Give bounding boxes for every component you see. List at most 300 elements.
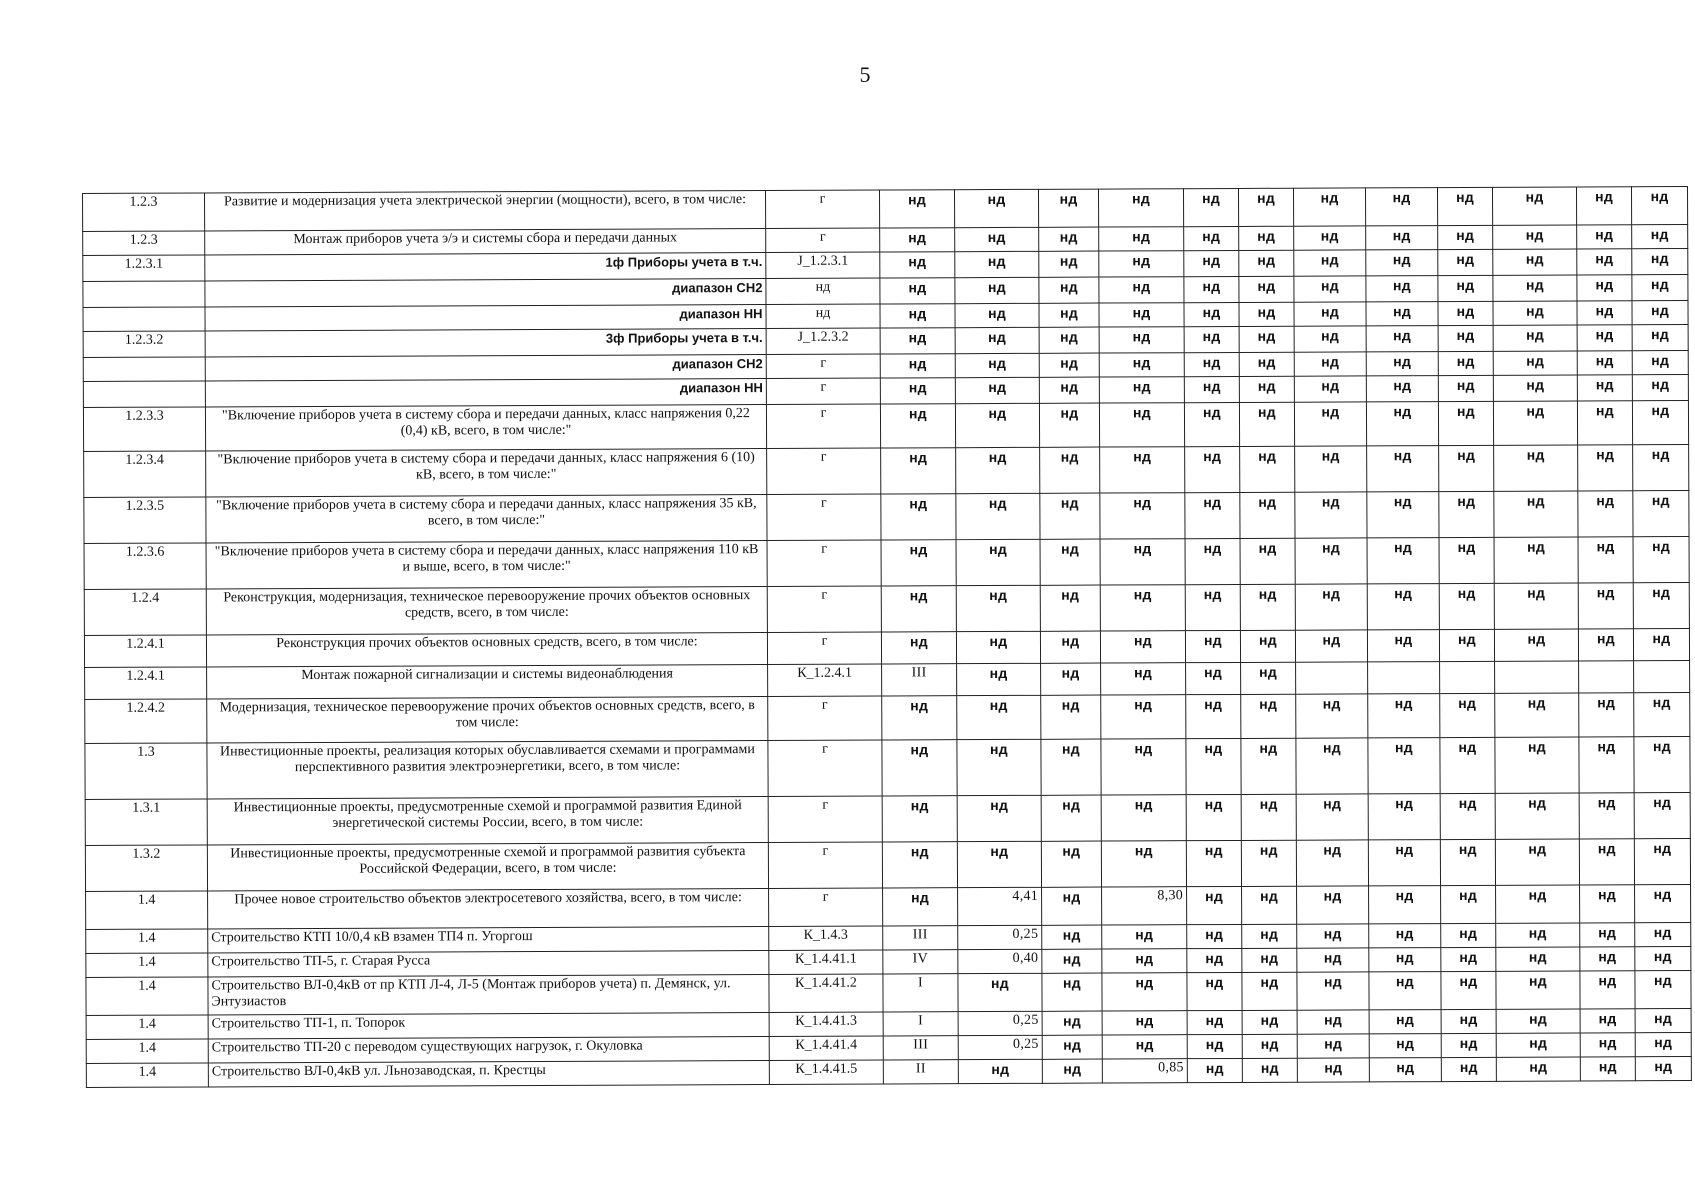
table-row [84,582,1689,635]
value-cell: нд [1438,401,1493,445]
value-cell: нд [1632,350,1688,374]
value-cell: нд [881,632,956,664]
row-code: г [768,796,882,842]
value-cell: нд [955,303,1039,327]
row-name: диапазон НН [205,379,766,407]
value-cell: нд [1100,447,1185,493]
value-cell: нд [1496,923,1580,947]
value-cell: нд [956,631,1040,663]
value-cell: нд [956,539,1040,585]
row-code: г [768,842,882,888]
row-name: "Включение приборов учета в систему сбора и передачи данных, класс напряжения 35 кВ, всего, в том числе:" [206,495,767,543]
value-cell: нд [1635,946,1691,970]
value-cell: нд [958,973,1042,1011]
row-name: Модернизация, техническое перевооружение прочих объектов основных средств, всего, в том числе: [207,697,768,743]
row-code: г [766,228,880,252]
value-cell: нд [1577,351,1632,375]
value-cell: нд [1184,276,1239,302]
row-number: 1.2.3.1 [83,255,205,282]
value-cell: нд [1239,376,1294,402]
value-cell: нд [1099,403,1184,447]
value-cell: нд [1369,948,1441,972]
value-cell: нд [1438,225,1493,249]
value-cell: нд [1634,792,1690,838]
value-cell: нд [1099,277,1184,303]
value-cell: нд [1294,352,1366,376]
value-cell: нд [1297,972,1369,1010]
table-row [85,792,1690,845]
value-cell: нд [1039,227,1099,251]
value-cell: нд [1294,326,1366,352]
row-code: К_1.4.41.3 [769,1012,883,1036]
value-cell: нд [958,1059,1042,1083]
value-cell: нд [1633,444,1689,490]
row-name: Строительство ТП-5, г. Старая Русса [208,951,769,977]
investment-table [82,186,1692,1088]
value-cell: нд [1437,187,1492,225]
value-cell: нд [1241,662,1296,694]
value-cell: нд [1438,249,1493,275]
value-cell: нд [1041,795,1101,841]
value-cell: нд [1366,302,1438,326]
value-cell: нд [880,328,955,354]
value-cell: нд [1496,885,1580,923]
value-cell: нд [1294,276,1366,302]
value-cell: нд [1578,629,1633,661]
table-body [83,186,1692,1087]
value-cell: нд [1186,840,1241,886]
value-cell: нд [1295,538,1367,584]
value-cell: нд [1100,631,1185,663]
value-cell: III [882,664,957,696]
value-cell: нд [1493,275,1577,301]
value-cell: нд [1578,491,1633,537]
value-cell: нд [1495,693,1579,737]
value-cell: нд [1184,250,1239,276]
value-cell: нд [956,493,1040,539]
value-cell: нд [1633,628,1689,660]
value-cell: нд [1297,948,1369,972]
row-code: г [768,696,882,740]
value-cell: нд [1241,738,1296,794]
value-cell: нд [1040,585,1100,631]
value-cell: 0,25 [958,925,1042,949]
value-cell: нд [882,796,957,842]
value-cell: 0,85 [1102,1059,1187,1083]
row-code: г [767,540,881,586]
value-cell: нд [1186,694,1241,738]
value-cell: нд [1632,274,1688,300]
value-cell: нд [1493,249,1577,275]
value-cell: IV [883,950,958,974]
page-number: 5 [859,62,871,87]
value-cell: нд [1042,949,1102,973]
value-cell: нд [1439,629,1494,661]
value-cell: нд [1102,1011,1187,1035]
row-name: Монтаж приборов учета э/э и системы сбора и передачи данных [205,229,766,255]
row-code: г [767,586,881,632]
row-number [83,357,205,382]
value-cell: нд [1366,276,1438,302]
value-cell: нд [882,842,957,888]
value-cell: нд [1492,187,1576,225]
row-code: нд [766,304,880,328]
row-number: 1.2.3.2 [83,331,205,358]
value-cell: нд [1101,795,1186,841]
row-name: 3ф Приборы учета в т.ч. [205,329,766,357]
value-cell: 0,40 [958,949,1042,973]
row-name: Строительство ТП-1, п. Топорок [208,1013,769,1039]
value-cell: нд [1293,188,1365,226]
value-cell: I [883,1012,958,1036]
value-cell: нд [1239,352,1294,376]
value-cell: нд [1496,971,1580,1009]
value-cell: нд [1187,1010,1242,1034]
value-cell: нд [1185,584,1240,630]
value-cell: нд [1438,275,1493,301]
row-code: К_1.4.41.4 [769,1036,883,1060]
value-cell: нд [1099,353,1184,377]
row-code: г [766,354,880,378]
row-code: г [768,740,882,796]
value-cell: нд [1040,539,1100,585]
table-row [85,692,1690,743]
value-cell: нд [1241,794,1296,840]
value-cell: нд [1296,694,1368,738]
value-cell: нд [1038,189,1098,227]
row-number: 1.2.4.1 [84,635,206,668]
value-cell: нд [1631,186,1687,224]
value-cell: нд [1494,537,1578,583]
value-cell: нд [1366,402,1438,446]
value-cell: нд [955,377,1039,403]
table-row [84,444,1689,497]
value-cell: нд [1042,973,1102,1011]
value-cell: нд [957,663,1041,695]
value-cell: нд [956,447,1040,493]
row-code: К_1.4.41.5 [769,1060,883,1084]
row-number [83,307,205,332]
value-cell: нд [1099,303,1184,327]
value-cell: нд [882,696,957,740]
row-name: 1ф Приборы учета в т.ч. [205,253,766,281]
value-cell: нд [1440,839,1495,885]
value-cell: нд [1439,537,1494,583]
value-cell: нд [1635,970,1691,1008]
value-cell: нд [1186,794,1241,840]
value-cell: нд [1039,353,1099,377]
value-cell: нд [1242,1034,1297,1058]
value-cell: нд [1102,949,1187,973]
value-cell: нд [1635,884,1691,922]
row-name: Прочее новое строительство объектов электросетевого хозяйства, всего, в том числе: [208,889,769,929]
value-cell: нд [1579,737,1634,793]
value-cell: нд [1101,663,1186,695]
value-cell: нд [1632,400,1688,444]
value-cell: нд [1040,631,1100,663]
value-cell: нд [1369,924,1441,948]
value-cell: нд [1578,583,1633,629]
value-cell: нд [1577,301,1632,325]
value-cell: нд [1039,303,1099,327]
value-cell: нд [1100,539,1185,585]
value-cell: нд [1367,446,1439,492]
value-cell: нд [1634,736,1690,792]
row-name: Монтаж пожарной сигнализации и системы видеонаблюдения [207,665,768,699]
value-cell: нд [1184,376,1239,402]
value-cell: нд [1184,326,1239,352]
value-cell: нд [1580,1009,1635,1033]
row-number: 1.2.3 [83,231,205,256]
value-cell: нд [1633,490,1689,536]
value-cell: нд [1242,948,1297,972]
value-cell: нд [1042,887,1102,925]
value-cell: нд [1632,300,1688,324]
value-cell: нд [1297,886,1369,924]
value-cell: нд [1365,188,1437,226]
value-cell: нд [1294,402,1366,446]
value-cell: нд [1366,250,1438,276]
value-cell: нд [1635,1032,1691,1056]
value-cell: нд [1295,446,1367,492]
row-number: 1.4 [86,891,208,930]
row-code: г [767,632,881,664]
value-cell: нд [880,354,955,378]
table-row [85,736,1690,799]
value-cell: нд [1441,1009,1496,1033]
row-code: г [766,378,880,404]
value-cell: нд [1438,351,1493,375]
value-cell: нд [1294,226,1366,250]
row-name: Реконструкция прочих объектов основных средств, всего, в том числе: [206,633,767,667]
value-cell: нд [1579,793,1634,839]
value-cell: нд [1241,694,1296,738]
row-code: К_1.4.41.2 [769,974,883,1012]
value-cell: нд [957,795,1041,841]
row-number: 1.4 [86,1015,208,1040]
value-cell: нд [1366,376,1438,402]
row-name: Строительство ТП-20 с переводом существующих нагрузок, г. Окуловка [208,1037,769,1063]
value-cell: нд [1577,325,1632,351]
value-cell: нд [1635,1056,1691,1080]
row-code: г [766,404,880,448]
value-cell: нд [1240,584,1295,630]
value-cell: нд [1438,375,1493,401]
value-cell: II [883,1060,958,1084]
row-code: нд [766,278,880,304]
value-cell: нд [1580,947,1635,971]
value-cell: нд [1577,275,1632,301]
row-number: 1.3 [85,743,207,800]
value-cell: нд [1296,794,1368,840]
value-cell [1368,662,1440,694]
value-cell: нд [1295,492,1367,538]
value-cell [1634,660,1690,692]
value-cell: нд [957,841,1041,887]
value-cell: нд [1578,445,1633,491]
value-cell: нд [1294,250,1366,276]
value-cell: нд [1242,1010,1297,1034]
table-row [84,490,1689,543]
value-cell: нд [1633,582,1689,628]
value-cell: нд [1296,840,1368,886]
value-cell: нд [1580,971,1635,1009]
value-cell: нд [1294,302,1366,326]
value-cell: нд [1098,189,1183,227]
value-cell: нд [1039,327,1099,353]
value-cell: нд [1239,226,1294,250]
value-cell: нд [1577,401,1632,445]
value-cell: нд [1368,794,1440,840]
value-cell: нд [1297,1058,1369,1082]
row-number: 1.2.4.1 [85,667,207,700]
value-cell: нд [1184,226,1239,250]
value-cell: нд [1042,1035,1102,1059]
value-cell: нд [1368,738,1440,794]
value-cell: нд [1369,1058,1441,1082]
row-number: 1.4 [86,1039,208,1064]
value-cell: нд [1635,922,1691,946]
value-cell: нд [1102,973,1187,1011]
value-cell: нд [1493,301,1577,325]
value-cell: нд [1187,924,1242,948]
value-cell: нд [1239,302,1294,326]
value-cell: нд [1039,403,1099,447]
value-cell: нд [957,695,1041,739]
value-cell: нд [1440,737,1495,793]
row-name: диапазон НН [205,305,766,331]
value-cell: нд [1238,188,1293,226]
value-cell: нд [1367,584,1439,630]
value-cell: нд [1099,227,1184,251]
value-cell: нд [1441,1033,1496,1057]
value-cell: нд [1240,538,1295,584]
table-row [84,536,1689,589]
value-cell: нд [1297,924,1369,948]
value-cell: нд [1040,447,1100,493]
value-cell: нд [1633,536,1689,582]
row-number: 1.4 [86,977,208,1016]
value-cell: III [883,926,958,950]
value-cell: нд [1241,840,1296,886]
value-cell: нд [1297,1034,1369,1058]
value-cell: нд [1369,1034,1441,1058]
value-cell: нд [1039,251,1099,277]
value-cell: нд [1367,492,1439,538]
row-name: Строительство КТП 10/0,4 кВ взамен ТП4 п. Угоргош [208,927,769,953]
table-row [85,838,1690,891]
value-cell: I [883,974,958,1012]
value-cell: нд [1295,630,1367,662]
value-cell: 4,41 [958,887,1042,925]
value-cell: 8,30 [1102,887,1187,925]
row-name: Строительство ВЛ-0,4кВ от пр КТП Л-4, Л-5 (Монтаж приборов учета) п. Демянск, ул. Энтузиастов [208,975,769,1015]
row-code: г [767,448,881,494]
value-cell: нд [1042,1059,1102,1083]
value-cell: нд [1366,326,1438,352]
value-cell: нд [1296,738,1368,794]
value-cell: нд [1240,446,1295,492]
value-cell: 0,25 [958,1011,1042,1035]
row-name: диапазон СН2 [205,279,766,307]
value-cell: нд [1040,493,1100,539]
value-cell: нд [1101,841,1186,887]
row-name: Инвестиционные проекты, предусмотренные схемой и программой развития Единой энергетической системы России, всего, в том числе: [207,797,768,845]
value-cell: нд [1580,885,1635,923]
value-cell: нд [1634,838,1690,884]
value-cell: нд [1369,972,1441,1010]
row-name: "Включение приборов учета в систему сбора и передачи данных, класс напряжения 110 кВ и выше, всего, в том числе:" [206,541,767,589]
row-number: 1.4 [86,929,208,954]
value-cell: нд [1496,1033,1580,1057]
row-name: "Включение приборов учета в систему сбора и передачи данных, класс напряжения 6 (10) кВ, всего, в том числе:" [206,449,767,497]
value-cell [1495,661,1579,693]
value-cell: нд [1439,445,1494,491]
value-cell: нд [1242,886,1297,924]
value-cell: нд [955,277,1039,303]
row-code: К_1.2.4.1 [768,664,882,696]
value-cell: нд [955,353,1039,377]
value-cell: нд [1039,377,1099,403]
value-cell: нд [1632,324,1688,350]
value-cell: нд [1366,352,1438,376]
row-number: 1.2.3.4 [84,451,206,498]
value-cell: нд [1100,493,1185,539]
value-cell: нд [1493,325,1577,351]
value-cell: нд [1242,972,1297,1010]
value-cell: нд [1239,250,1294,276]
value-cell: нд [1493,351,1577,375]
row-name: диапазон СН2 [205,355,766,381]
value-cell: нд [1240,630,1295,662]
value-cell: нд [1493,401,1577,445]
row-number: 1.2.3.6 [84,543,206,590]
value-cell: нд [1580,1033,1635,1057]
row-name: Инвестиционные проекты, реализация которых обуславливается схемами и программами перспективного развития электроэнергетики, всего, в том числе: [207,741,768,799]
value-cell: нд [1367,538,1439,584]
value-cell: нд [1496,1009,1580,1033]
row-number: 1.2.4.2 [85,699,207,744]
value-cell: 0,25 [958,1035,1042,1059]
value-cell: нд [1368,694,1440,738]
row-number: 1.2.3 [83,193,205,232]
value-cell: нд [955,251,1039,277]
row-number [83,381,205,408]
value-cell: нд [957,739,1041,795]
value-cell [1440,661,1495,693]
value-cell: нд [1186,662,1241,694]
value-cell: нд [1042,925,1102,949]
value-cell: нд [955,327,1039,353]
value-cell: нд [880,304,955,328]
value-cell: нд [1580,923,1635,947]
value-cell: нд [1634,692,1690,736]
row-number: 1.4 [86,953,208,978]
value-cell: нд [1187,972,1242,1010]
value-cell: нд [1183,188,1238,226]
value-cell: нд [1632,248,1688,274]
value-cell [1579,661,1634,693]
value-cell: нд [1366,226,1438,250]
value-cell: нд [1577,225,1632,249]
value-cell: нд [879,190,954,228]
value-cell: III [883,1036,958,1060]
value-cell: нд [1185,446,1240,492]
row-name: "Включение приборов учета в систему сбора и передачи данных, класс напряжения 0,22 (0,4) кВ, всего, в том числе:" [205,405,766,451]
value-cell: нд [1438,325,1493,351]
value-cell: нд [1495,839,1579,885]
value-cell: нд [1578,537,1633,583]
